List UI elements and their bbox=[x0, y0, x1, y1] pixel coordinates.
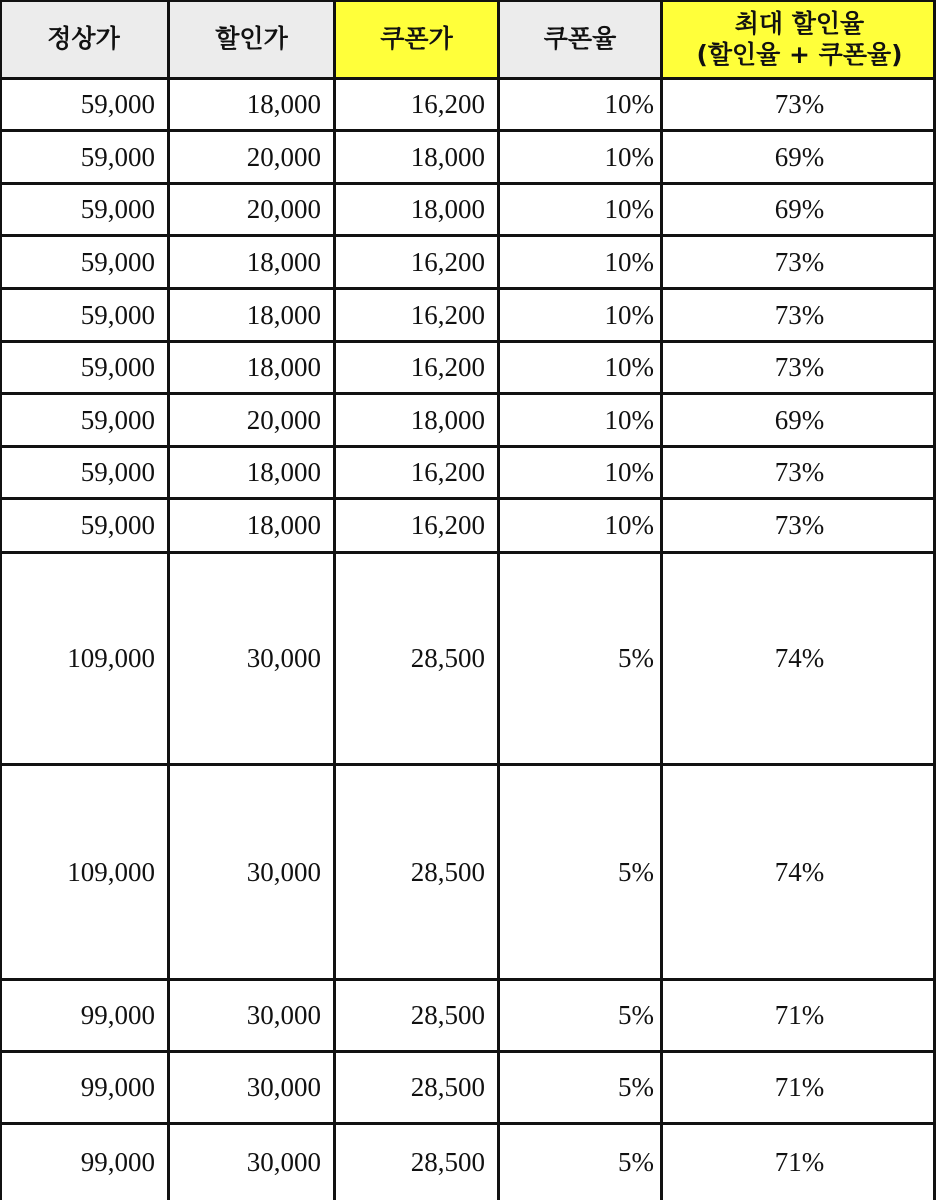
table-cell: 71% bbox=[774, 1147, 825, 1177]
column-header-text: 정상가 bbox=[47, 24, 120, 53]
table-cell: 99,000 bbox=[80, 1147, 155, 1177]
column-header-text: 쿠폰율 bbox=[543, 24, 617, 53]
row-divider bbox=[0, 551, 936, 554]
column-header-4 bbox=[663, 0, 936, 77]
column-divider bbox=[333, 0, 336, 1200]
table-cell: 59,000 bbox=[80, 299, 155, 330]
row-divider bbox=[0, 182, 936, 185]
table-cell: 20,000 bbox=[246, 141, 321, 172]
table-cell: 109,000 bbox=[67, 643, 155, 673]
table-cell: 18,000 bbox=[246, 457, 321, 487]
table-border bbox=[0, 0, 2, 1200]
table-cell: 10% bbox=[604, 510, 654, 540]
table-cell: 18,000 bbox=[410, 194, 485, 224]
table-cell: 20,000 bbox=[246, 404, 321, 435]
column-header-text: (할인율 + 쿠폰율) bbox=[696, 39, 903, 69]
table-cell: 18,000 bbox=[246, 89, 321, 119]
table-cell: 16,200 bbox=[410, 246, 485, 277]
table-cell: 18,000 bbox=[410, 141, 485, 172]
table-cell: 99,000 bbox=[80, 1000, 155, 1030]
table-cell: 10% bbox=[604, 299, 654, 330]
table-cell: 10% bbox=[604, 246, 654, 277]
table-cell: 28,500 bbox=[410, 1147, 485, 1177]
table-cell: 10% bbox=[604, 141, 654, 172]
column-header-2 bbox=[336, 0, 497, 77]
table-cell: 59,000 bbox=[80, 510, 155, 540]
row-divider bbox=[0, 497, 936, 500]
table-cell: 16,200 bbox=[410, 299, 485, 330]
table-cell: 10% bbox=[604, 89, 654, 119]
row-divider bbox=[0, 1122, 936, 1125]
table-cell: 99,000 bbox=[80, 1072, 155, 1102]
table-cell: 69% bbox=[774, 404, 825, 435]
table-cell: 59,000 bbox=[80, 194, 155, 224]
table-cell: 73% bbox=[774, 352, 825, 382]
table-cell: 20,000 bbox=[246, 194, 321, 224]
column-divider bbox=[660, 0, 663, 1200]
table-cell: 28,500 bbox=[410, 643, 485, 673]
row-divider bbox=[0, 1050, 936, 1053]
table-cell: 5% bbox=[618, 643, 654, 673]
table-cell: 18,000 bbox=[246, 299, 321, 330]
table-cell: 59,000 bbox=[80, 89, 155, 119]
column-header-3 bbox=[500, 0, 660, 77]
column-divider bbox=[497, 0, 500, 1200]
column-header-1 bbox=[170, 0, 333, 77]
table-cell: 59,000 bbox=[80, 141, 155, 172]
table-cell: 59,000 bbox=[80, 246, 155, 277]
table-cell: 5% bbox=[618, 856, 654, 887]
table-cell: 73% bbox=[774, 457, 825, 487]
table-cell: 16,200 bbox=[410, 510, 485, 540]
table-cell: 59,000 bbox=[80, 404, 155, 435]
column-header-text: 할인가 bbox=[215, 24, 288, 53]
table-cell: 59,000 bbox=[80, 457, 155, 487]
table-cell: 10% bbox=[604, 194, 654, 224]
table-cell: 30,000 bbox=[246, 1147, 321, 1177]
table-cell: 69% bbox=[774, 141, 825, 172]
table-cell: 18,000 bbox=[410, 404, 485, 435]
table-cell: 74% bbox=[774, 856, 825, 887]
column-divider bbox=[167, 0, 170, 1200]
table-cell: 73% bbox=[774, 246, 825, 277]
table-cell: 28,500 bbox=[410, 856, 485, 887]
table-cell: 71% bbox=[774, 1072, 825, 1102]
table-cell: 10% bbox=[604, 404, 654, 435]
table-cell: 73% bbox=[774, 299, 825, 330]
table-cell: 28,500 bbox=[410, 1000, 485, 1030]
table-cell: 16,200 bbox=[410, 457, 485, 487]
column-header-text: 최대 할인율 bbox=[734, 8, 865, 38]
row-divider bbox=[0, 77, 936, 80]
table-cell: 73% bbox=[774, 89, 825, 119]
table-cell: 30,000 bbox=[246, 856, 321, 887]
table-cell: 69% bbox=[774, 194, 825, 224]
table-cell: 71% bbox=[774, 1000, 825, 1030]
table-cell: 5% bbox=[618, 1000, 654, 1030]
table-cell: 18,000 bbox=[246, 510, 321, 540]
table-cell: 73% bbox=[774, 510, 825, 540]
table-cell: 10% bbox=[604, 457, 654, 487]
table-cell: 30,000 bbox=[246, 1072, 321, 1102]
table-cell: 28,500 bbox=[410, 1072, 485, 1102]
table-cell: 5% bbox=[618, 1147, 654, 1177]
row-divider bbox=[0, 340, 936, 343]
row-divider bbox=[0, 978, 936, 981]
row-divider bbox=[0, 234, 936, 237]
table-cell: 10% bbox=[604, 352, 654, 382]
table-border bbox=[0, 0, 936, 2]
table-cell: 30,000 bbox=[246, 643, 321, 673]
column-header-0 bbox=[0, 0, 167, 77]
table-cell: 18,000 bbox=[246, 352, 321, 382]
row-divider bbox=[0, 445, 936, 448]
table-cell: 16,200 bbox=[410, 89, 485, 119]
row-divider bbox=[0, 392, 936, 395]
table-cell: 16,200 bbox=[410, 352, 485, 382]
table-cell: 18,000 bbox=[246, 246, 321, 277]
table-cell: 59,000 bbox=[80, 352, 155, 382]
table-cell: 109,000 bbox=[67, 856, 155, 887]
row-divider bbox=[0, 129, 936, 132]
column-header-text: 쿠폰가 bbox=[380, 24, 453, 53]
row-divider bbox=[0, 287, 936, 290]
table-cell: 30,000 bbox=[246, 1000, 321, 1030]
table-cell: 5% bbox=[618, 1072, 654, 1102]
row-divider bbox=[0, 763, 936, 766]
table-cell: 74% bbox=[774, 643, 825, 673]
